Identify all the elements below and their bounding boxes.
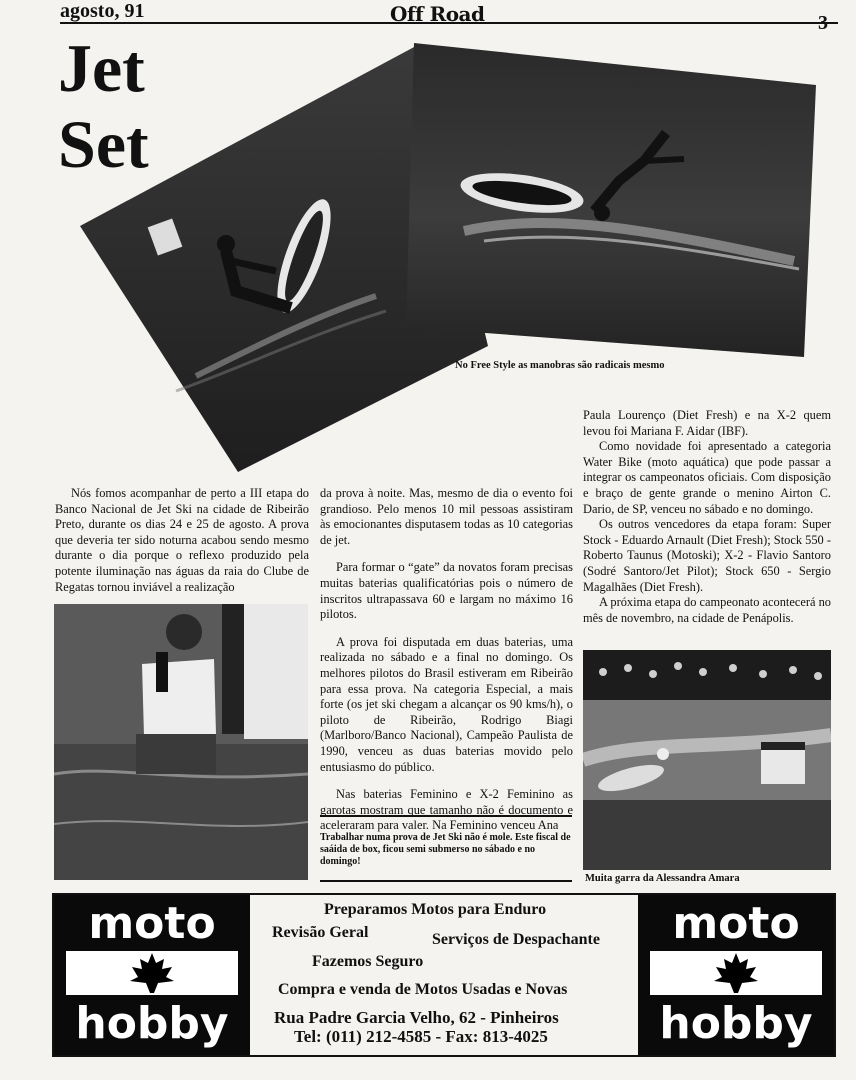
photo-jetski-fall — [404, 41, 818, 359]
ad-line-enduro: Preparamos Motos para Enduro — [324, 901, 547, 918]
article-column-3 — [583, 408, 831, 626]
logo-word-top: moto — [88, 898, 216, 949]
paragraph: da prova à noite. Mas, mesmo de dia o evento foi grandioso. Pelo menos 10 mil pessoas assistiram às emocionantes disputasem todas as 10 categorias de jet. — [320, 486, 573, 547]
magazine-name: Off Road — [390, 2, 485, 26]
caption-box-official: Trabalhar numa prova de Jet Ski não é mole. Este fiscal de saáida de box, ficou semi submerso no sábado e no domingo! — [320, 832, 571, 867]
paragraph: A próxima etapa do campeonato acontecerá no mês de novembro, na cidade de Penápolis. — [583, 595, 831, 625]
paragraph: A prova foi disputada em duas baterias, uma realizada no sábado e a final no domingo. Os melhores pilotos do Brasil estiveram em Ribeirão para essa prova. Na categoria Especial, a mais forte (os jet ski chegam a alcançar os 90 kms/h), o piloto de Ribeirão, Rodrigo Biagi (Marlboro/Banco Nacional), Campeão Paulista de 1990, venceu as duas baterias movido pelo entusiasmo do público. — [320, 634, 573, 774]
paragraph: Nós fomos acompanhar de perto a III etapa do Banco Nacional de Jet Ski na cidade de Ribeirão Preto, durante os dias 24 e 25 de agosto. A prova que deveria ter sido noturna acabou sendo mesmo durante o dia porque o reflexo produzido pela potente iluminação nas águas da raia do Clube de Regatas tornou inviável a realização — [55, 486, 309, 594]
caption-alessandra: Muita garra da Alessandra Amara — [585, 873, 740, 884]
ad-line-revisao: Revisão Geral — [272, 924, 369, 941]
ad-line-address: Rua Padre Garcia Velho, 62 - Pinheiros — [274, 1008, 559, 1027]
issue-date: agosto, 91 — [60, 0, 145, 22]
ad-line-seguro: Fazemos Seguro — [312, 953, 424, 970]
paragraph: Paula Lourenço (Diet Fresh) e na X-2 quem levou foi Mariana F. Aidar (IBF). — [583, 408, 831, 438]
logo-word-bottom: hobby — [659, 998, 813, 1049]
logo-word-bottom: hobby — [75, 998, 229, 1049]
photo-race-crowd — [583, 650, 831, 870]
article-column-1 — [55, 486, 309, 595]
ad-line-phone: Tel: (011) 212-4585 - Fax: 813-4025 — [294, 1027, 548, 1046]
caption-box-rule-top — [320, 815, 572, 817]
ad-line-compra-venda: Compra e venda de Motos Usadas e Novas — [278, 981, 568, 998]
header-rule — [60, 22, 838, 24]
maple-leaf-icon — [712, 951, 760, 995]
ad-logo-left — [54, 895, 250, 1055]
paragraph: Para formar o “gate” da novatos foram precisas muitas baterias qualificatórias pois o número de inscritos ultrapassava 60 e largam no máximo 16 pilotos. — [320, 560, 573, 622]
photo-box-official — [54, 604, 308, 880]
title-line-2: Set — [58, 106, 149, 182]
maple-leaf-icon — [128, 951, 176, 995]
ad-line-despachante: Serviços de Despachante — [432, 931, 600, 948]
caption-freestyle: No Free Style as manobras são radicais mesmo — [455, 360, 665, 371]
paragraph: Os outros vencedores da etapa foram: Super Stock - Eduardo Arnault (Diet Fresh); Stock 550 - Roberto Taunus (Motoski); X-2 - Flavio Santoro (Sodré Santoro/Jet Pilot); Stock 650 - Sergio Magalhães (Diet Fresh). — [583, 517, 831, 594]
caption-box-rule-bottom — [320, 880, 572, 882]
ad-moto-hobby — [52, 893, 836, 1057]
article-column-2 — [320, 486, 573, 834]
paragraph: Nas baterias Feminino e X-2 Feminino as garotas mostram que tamanho não é documento e aceleraram para valer. Na Feminino venceu Ana — [320, 787, 573, 833]
title-line-1: Jet — [58, 30, 145, 106]
ad-logo-right — [638, 895, 834, 1055]
paragraph: Como novidade foi apresentado a categoria Water Bike (moto aquática) que pode passar a integrar os campeonatos oficiais. Com disposição e braço de gente grande o menino Airton C. Dario, de SP, venceu no sábado e no domingo. — [583, 439, 831, 516]
page-number: 3 — [818, 12, 828, 34]
logo-word-top: moto — [672, 898, 800, 949]
